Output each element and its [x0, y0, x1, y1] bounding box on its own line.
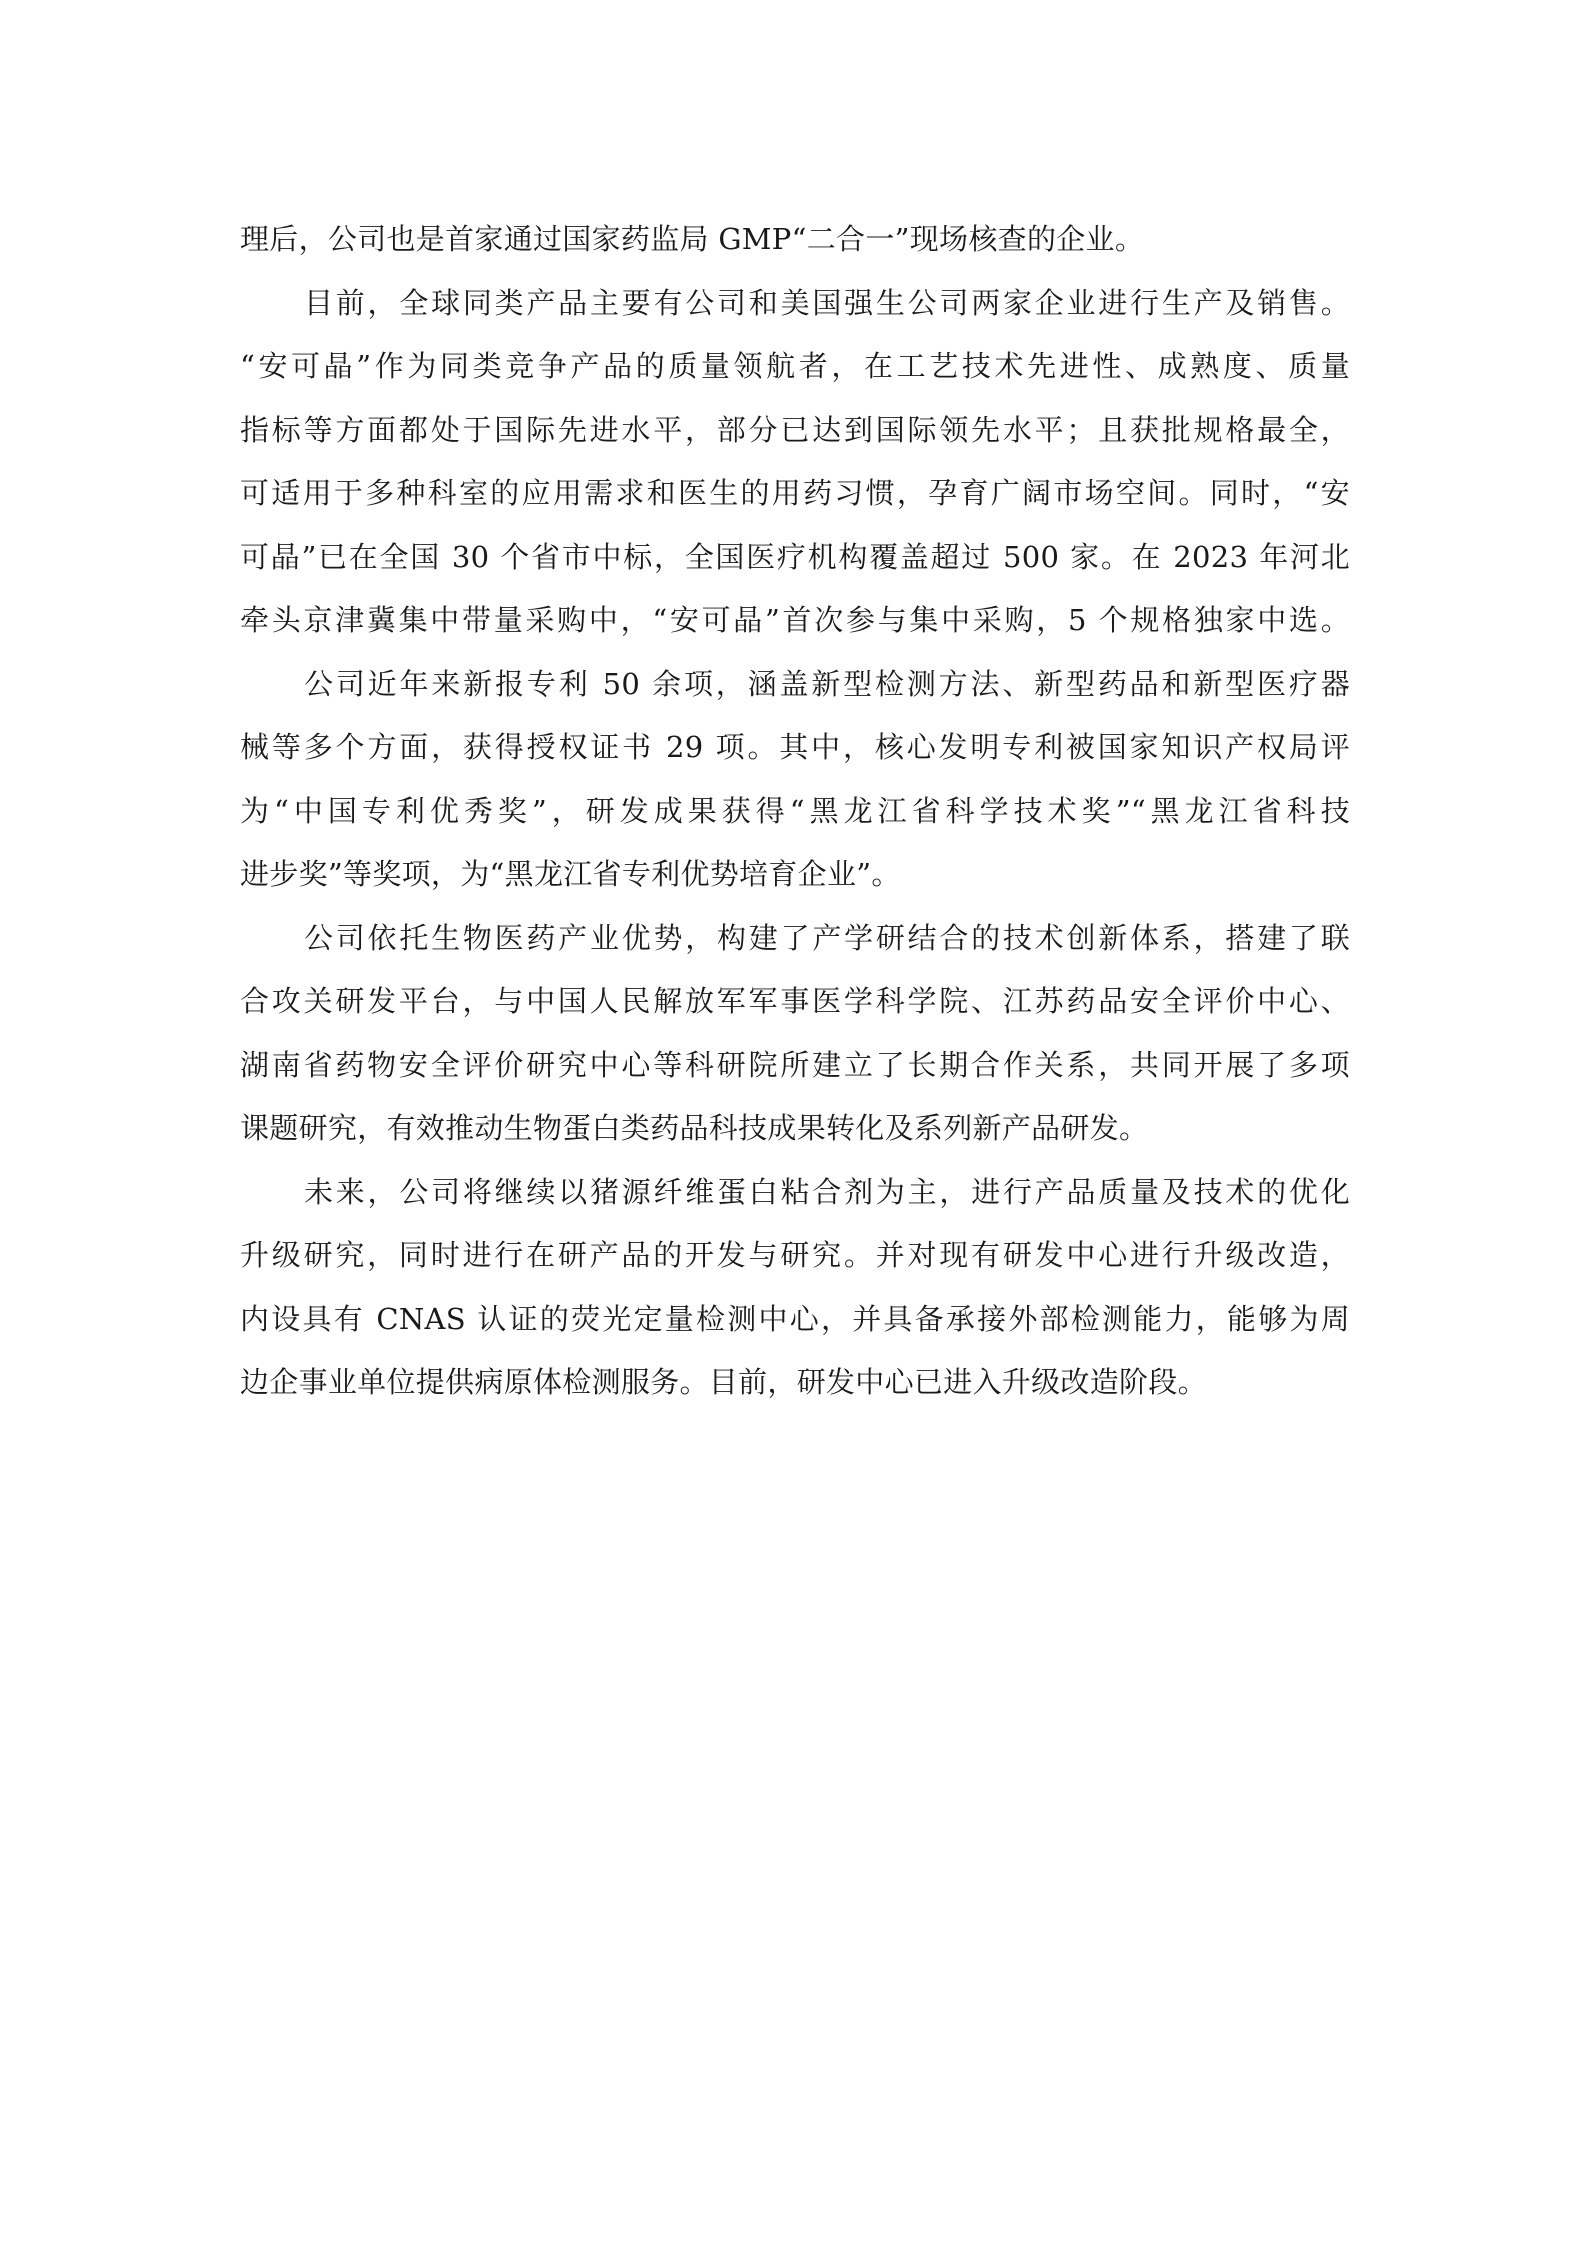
text-line: 为“中国专利优秀奖”，研发成果获得“黑龙江省科学技术奖”“黑龙江省科技 [240, 793, 1350, 828]
text-line: 边企事业单位提供病原体检测服务。目前，研发中心已进入升级改造阶段。 [240, 1365, 1207, 1399]
text-line: 目前，全球同类产品主要有公司和美国强生公司两家企业进行生产及销售。 [304, 285, 1350, 320]
text-line: 课题研究，有效推动生物蛋白类药品科技成果转化及系列新产品研发。 [240, 1111, 1149, 1145]
text-line: 指标等方面都处于国际先进水平，部分已达到国际领先水平；且获批规格最全， [240, 412, 1350, 447]
text-line: 理后，公司也是首家通过国家药监局 GMP“二合一”现场核查的企业。 [240, 222, 1145, 256]
text-line: 可晶”已在全国 30 个省市中标，全国医疗机构覆盖超过 500 家。在 2023 年河北 [240, 539, 1350, 574]
text-line: 进步奖”等奖项，为“黑龙江省专利优势培育企业”。 [240, 857, 901, 891]
paragraph-continuation [240, 208, 1350, 272]
text-line: 未来，公司将继续以猪源纤维蛋白粘合剂为主，进行产品质量及技术的优化 [304, 1174, 1350, 1209]
paragraph-research [240, 907, 1350, 1161]
paragraph-patents [240, 653, 1350, 907]
text-line: 内设具有 CNAS 认证的荧光定量检测中心，并具备承接外部检测能力，能够为周 [240, 1301, 1350, 1336]
text-line: 公司依托生物医药产业优势，构建了产学研结合的技术创新体系，搭建了联 [304, 920, 1350, 955]
text-line: 牵头京津冀集中带量采购中，“安可晶”首次参与集中采购，5 个规格独家中选。 [240, 603, 1350, 637]
paragraph-market [240, 272, 1350, 653]
text-line: 升级研究，同时进行在研产品的开发与研究。并对现有研发中心进行升级改造， [240, 1238, 1350, 1272]
text-line: “安可晶”作为同类竞争产品的质量领航者，在工艺技术先进性、成熟度、质量 [240, 349, 1350, 383]
text-line: 可适用于多种科室的应用需求和医生的用药习惯，孕育广阔市场空间。同时，“安 [240, 476, 1350, 510]
text-line: 合攻关研发平台，与中国人民解放军军事医学科学院、江苏药品安全评价中心、 [240, 984, 1350, 1018]
paragraph-future [240, 1161, 1350, 1415]
document-body [240, 208, 1350, 1415]
text-line: 械等多个方面，获得授权证书 29 项。其中，核心发明专利被国家知识产权局评 [240, 730, 1350, 764]
text-line: 公司近年来新报专利 50 余项，涵盖新型检测方法、新型药品和新型医疗器 [304, 666, 1350, 701]
text-line: 湖南省药物安全评价研究中心等科研院所建立了长期合作关系，共同开展了多项 [240, 1047, 1350, 1082]
